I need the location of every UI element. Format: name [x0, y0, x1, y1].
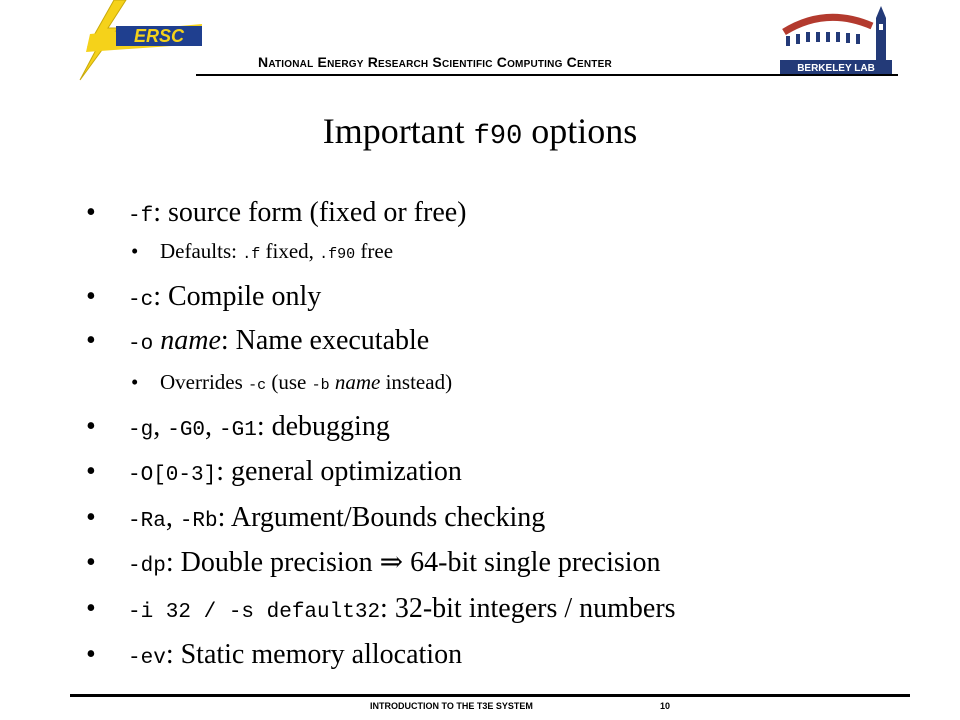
- bullet-marker: •: [86, 456, 96, 487]
- organization-name: NATIONAL ENERGY RESEARCH SCIENTIFIC COMPUTING CENTER: [258, 54, 612, 70]
- nersc-logo-text: ERSC: [133, 26, 185, 46]
- bullet-marker: •: [86, 502, 96, 533]
- bullet-marker: •: [86, 593, 96, 624]
- footer-title: INTRODUCTION TO THE T3E SYSTEM: [370, 701, 533, 711]
- bullet-marker: •: [131, 239, 139, 263]
- slide-title: Important f90 options: [322, 111, 638, 152]
- bullet-marker: •: [86, 639, 96, 670]
- nersc-logo: [38, 0, 243, 84]
- bullet-marker: •: [131, 370, 139, 394]
- footer-rule: [70, 694, 910, 697]
- berkeley-lab-text: BERKELEY LAB: [797, 63, 875, 74]
- implies-arrow-icon: ⇒: [379, 547, 404, 578]
- bullet-marker: •: [86, 547, 96, 578]
- bullet-marker: •: [86, 411, 96, 442]
- bullet-marker: •: [86, 197, 96, 228]
- bullet-marker: •: [86, 325, 96, 356]
- bullet-marker: •: [86, 281, 96, 312]
- page-number: 10: [660, 701, 671, 711]
- berkeley-lab-logo: [776, 2, 898, 78]
